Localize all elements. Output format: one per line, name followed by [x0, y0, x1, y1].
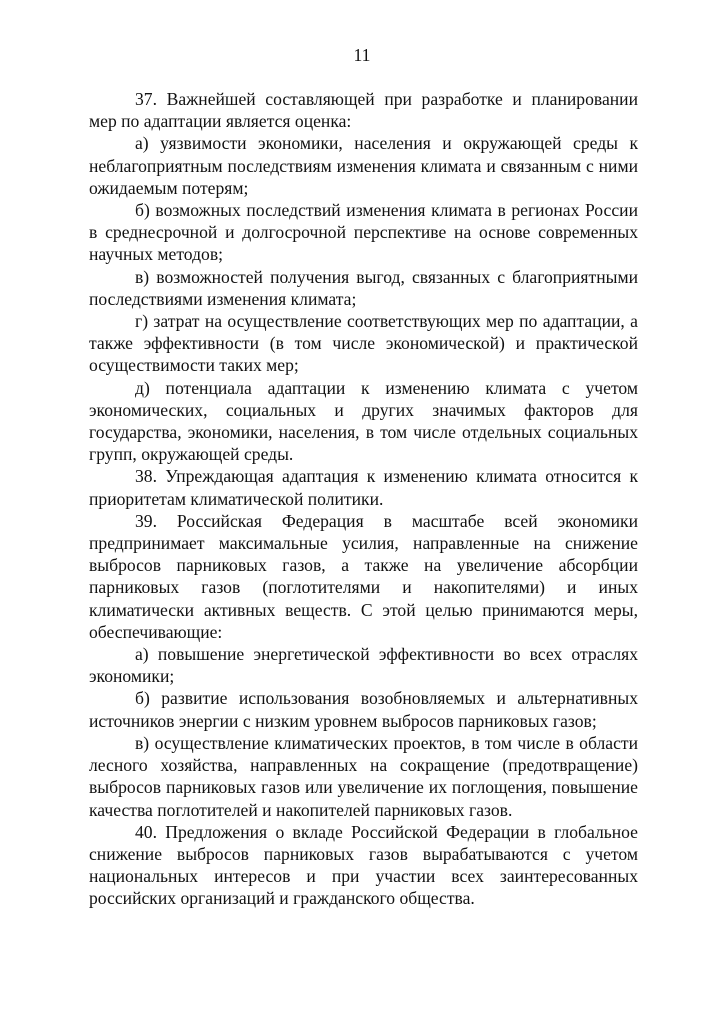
paragraph-39-a: а) повышение энергетической эффективности во всех отраслях экономики; — [89, 644, 638, 687]
document-body — [89, 88, 638, 910]
paragraph-39-v: в) осуществление климатических проектов, в том числе в области лесного хозяйства, направленных на сокращение (предотвращение) выбросов парниковых газов или увеличение их поглощения, повышение качества поглотителей и накопителей парниковых газов. — [89, 732, 638, 820]
paragraph-37-b: б) возможных последствий изменения климата в регионах России в среднесрочной и долгосрочной перспективе на основе современных научных методов; — [89, 200, 638, 265]
paragraph-39-b: б) развитие использования возобновляемых и альтернативных источников энергии с низким уровнем выбросов парниковых газов; — [89, 688, 638, 731]
paragraph-40: 40. Предложения о вкладе Российской Федерации в глобальное снижение выбросов парниковых газов вырабатываются с учетом национальных интересов и при участии всех заинтересованных российских организаций и гражданского общества. — [89, 821, 638, 909]
page-number: 11 — [353, 45, 371, 65]
paragraph-37: 37. Важнейшей составляющей при разработке и планировании мер по адаптации является оценка: — [89, 89, 638, 132]
paragraph-37-g: г) затрат на осуществление соответствующих мер по адаптации, а также эффективности (в том числе экономической) и практической осуществимости таких мер; — [89, 311, 638, 376]
paragraph-37-v: в) возможностей получения выгод, связанных с благоприятными последствиями изменения климата; — [89, 266, 638, 309]
paragraph-38: 38. Упреждающая адаптация к изменению климата относится к приоритетам климатической политики. — [89, 466, 638, 509]
paragraph-39: 39. Российская Федерация в масштабе всей экономики предпринимает максимальные усилия, направленные на снижение выбросов парниковых газов, а также на увеличение абсорбции парниковых газов (поглотителями и накопителями) и иных климатически активных веществ. С этой целью принимаются меры, обеспечивающие: — [89, 510, 638, 642]
paragraph-37-a: а) уязвимости экономики, населения и окружающей среды к неблагоприятным последствиям изменения климата и связанным с ними ожидаемым потерям; — [89, 133, 638, 198]
paragraph-37-d: д) потенциала адаптации к изменению климата с учетом экономических, социальных и других значимых факторов для государства, экономики, населения, в том числе отдельных социальных групп, окружающей среды. — [89, 377, 638, 465]
